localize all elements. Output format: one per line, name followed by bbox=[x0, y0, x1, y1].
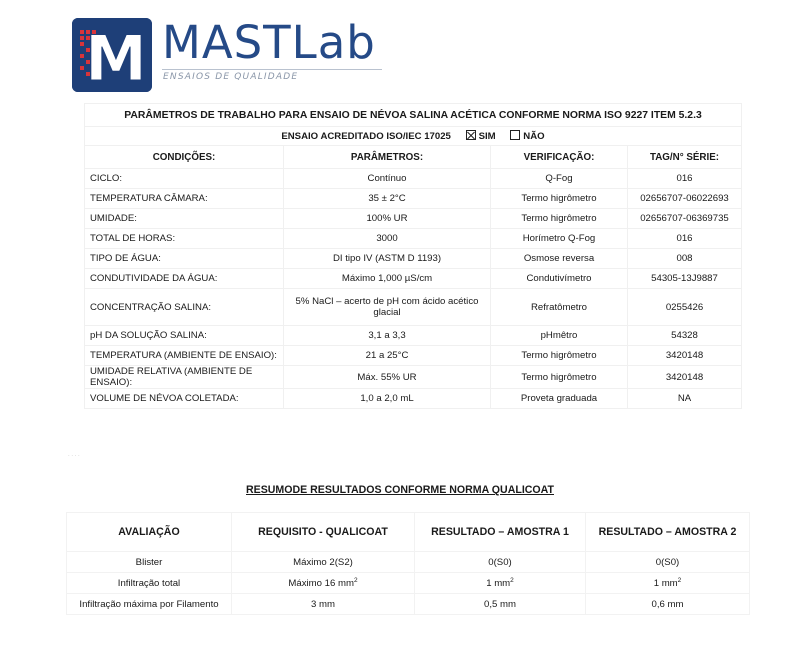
table-row bbox=[85, 389, 742, 409]
tag-cell: 54305-13J9887 bbox=[628, 269, 742, 289]
column-header: REQUISITO - QUALICOAT bbox=[232, 513, 415, 552]
table-row bbox=[85, 366, 742, 389]
tag-cell: 02656707-06369735 bbox=[628, 209, 742, 229]
sample1-value: 1 mm bbox=[486, 578, 511, 589]
verification-cell: Osmose reversa bbox=[491, 249, 628, 269]
table-row bbox=[85, 209, 742, 229]
sample1-cell: 0(S0) bbox=[415, 552, 586, 573]
parameter-cell: Máx. 55% UR bbox=[284, 366, 491, 389]
condition-cell: TEMPERATURA (AMBIENTE DE ENSAIO): bbox=[85, 346, 284, 366]
logo-mark-icon bbox=[72, 18, 152, 92]
accreditation-label: ENSAIO ACREDITADO ISO/IEC 17025 bbox=[281, 131, 451, 142]
requirement-cell bbox=[232, 573, 415, 594]
logo bbox=[72, 18, 152, 92]
verification-cell: Horímetro Q-Fog bbox=[491, 229, 628, 249]
condition-cell: UMIDADE RELATIVA (AMBIENTE DE ENSAIO): bbox=[85, 366, 284, 389]
evaluation-cell: Infiltração total bbox=[67, 573, 232, 594]
results-title: RESUMODE RESULTADOS CONFORME NORMA QUALICOAT bbox=[246, 484, 554, 496]
parameter-cell: 3000 bbox=[284, 229, 491, 249]
tag-cell: NA bbox=[628, 389, 742, 409]
verification-cell: Condutivímetro bbox=[491, 269, 628, 289]
requirement-cell: 3 mm bbox=[232, 594, 415, 615]
accreditation-no-label: NÃO bbox=[523, 131, 545, 142]
condition-cell: CONDUTIVIDADE DA ÁGUA: bbox=[85, 269, 284, 289]
parameters-title: PARÂMETROS DE TRABALHO PARA ENSAIO DE NÉVOA SALINA ACÉTICA CONFORME NORMA ISO 9227 ITEM 5.2.3 bbox=[85, 104, 742, 127]
verification-cell: Refratômetro bbox=[491, 289, 628, 326]
verification-cell: Termo higrômetro bbox=[491, 366, 628, 389]
unit-exponent: 2 bbox=[677, 577, 682, 584]
condition-cell: VOLUME DE NÉVOA COLETADA: bbox=[85, 389, 284, 409]
results-table bbox=[66, 512, 750, 615]
parameter-cell: 35 ± 2°C bbox=[284, 189, 491, 209]
table-row bbox=[85, 189, 742, 209]
parameter-cell: 5% NaCl – acerto de pH com ácido acético glacial bbox=[284, 289, 491, 326]
table-row bbox=[85, 229, 742, 249]
parameter-cell: 100% UR bbox=[284, 209, 491, 229]
verification-cell: pHmêtro bbox=[491, 326, 628, 346]
condition-cell: pH DA SOLUÇÃO SALINA: bbox=[85, 326, 284, 346]
verification-cell: Proveta graduada bbox=[491, 389, 628, 409]
column-header: VERIFICAÇÃO: bbox=[491, 146, 628, 169]
tag-cell: 54328 bbox=[628, 326, 742, 346]
condition-cell: TIPO DE ÁGUA: bbox=[85, 249, 284, 269]
sample2-cell bbox=[586, 573, 750, 594]
tag-cell: 02656707-06022693 bbox=[628, 189, 742, 209]
accreditation-no-checkbox[interactable] bbox=[510, 130, 520, 140]
column-header: PARÂMETROS: bbox=[284, 146, 491, 169]
condition-cell: TOTAL DE HORAS: bbox=[85, 229, 284, 249]
requirement-cell: Máximo 2(S2) bbox=[232, 552, 415, 573]
table-row bbox=[85, 289, 742, 326]
condition-cell: CONCENTRAÇÃO SALINA: bbox=[85, 289, 284, 326]
unit-exponent: 2 bbox=[510, 577, 514, 584]
parameter-cell: DI tipo IV (ASTM D 1193) bbox=[284, 249, 491, 269]
sample1-cell bbox=[415, 573, 586, 594]
column-header: TAG/N° SÉRIE: bbox=[628, 146, 742, 169]
brand-name: MASTLab bbox=[162, 16, 376, 69]
evaluation-cell: Blister bbox=[67, 552, 232, 573]
column-header: RESULTADO – AMOSTRA 1 bbox=[415, 513, 586, 552]
table-row bbox=[67, 594, 750, 615]
table-row bbox=[67, 552, 750, 573]
verification-cell: Termo higrômetro bbox=[491, 346, 628, 366]
sample1-cell: 0,5 mm bbox=[415, 594, 586, 615]
unit-exponent: 2 bbox=[353, 577, 358, 584]
tag-cell: 3420148 bbox=[628, 346, 742, 366]
scan-artifact: . . . . bbox=[68, 452, 80, 458]
table-row bbox=[85, 249, 742, 269]
accreditation-yes-label: SIM bbox=[478, 131, 496, 142]
parameters-table bbox=[84, 103, 742, 409]
tag-cell: 3420148 bbox=[628, 366, 742, 389]
column-header: AVALIAÇÃO bbox=[67, 513, 232, 552]
logo-letter: M bbox=[85, 22, 147, 92]
table-row bbox=[85, 346, 742, 366]
condition-cell: CICLO: bbox=[85, 169, 284, 189]
accreditation-yes-checkbox[interactable] bbox=[466, 130, 476, 140]
condition-cell: TEMPERATURA CÂMARA: bbox=[85, 189, 284, 209]
tag-cell: 008 bbox=[628, 249, 742, 269]
parameter-cell: 1,0 a 2,0 mL bbox=[284, 389, 491, 409]
tag-cell: 016 bbox=[628, 169, 742, 189]
results-header-row bbox=[67, 513, 750, 552]
evaluation-cell: Infiltração máxima por Filamento bbox=[67, 594, 232, 615]
table-row bbox=[85, 326, 742, 346]
brand-divider bbox=[162, 69, 382, 70]
column-header: CONDIÇÕES: bbox=[85, 146, 284, 169]
parameter-cell: 21 a 25°C bbox=[284, 346, 491, 366]
sample2-value: 1 mm bbox=[653, 578, 678, 589]
verification-cell: Termo higrômetro bbox=[491, 189, 628, 209]
parameter-cell: Contínuo bbox=[284, 169, 491, 189]
table-row bbox=[67, 573, 750, 594]
brand-tagline: ENSAIOS DE QUALIDADE bbox=[163, 72, 299, 82]
verification-cell: Q-Fog bbox=[491, 169, 628, 189]
sample2-cell: 0(S0) bbox=[586, 552, 750, 573]
requirement-value: Máximo 16 mm bbox=[288, 578, 354, 589]
tag-cell: 016 bbox=[628, 229, 742, 249]
tag-cell: 0255426 bbox=[628, 289, 742, 326]
parameter-cell: 3,1 a 3,3 bbox=[284, 326, 491, 346]
condition-cell: UMIDADE: bbox=[85, 209, 284, 229]
parameters-header-row bbox=[85, 146, 742, 169]
parameters-title-row bbox=[85, 104, 742, 127]
sample2-cell: 0,6 mm bbox=[586, 594, 750, 615]
column-header: RESULTADO – AMOSTRA 2 bbox=[586, 513, 750, 552]
table-row bbox=[85, 269, 742, 289]
table-row bbox=[85, 169, 742, 189]
parameter-cell: Máximo 1,000 µS/cm bbox=[284, 269, 491, 289]
verification-cell: Termo higrômetro bbox=[491, 209, 628, 229]
accreditation-row bbox=[85, 127, 742, 146]
